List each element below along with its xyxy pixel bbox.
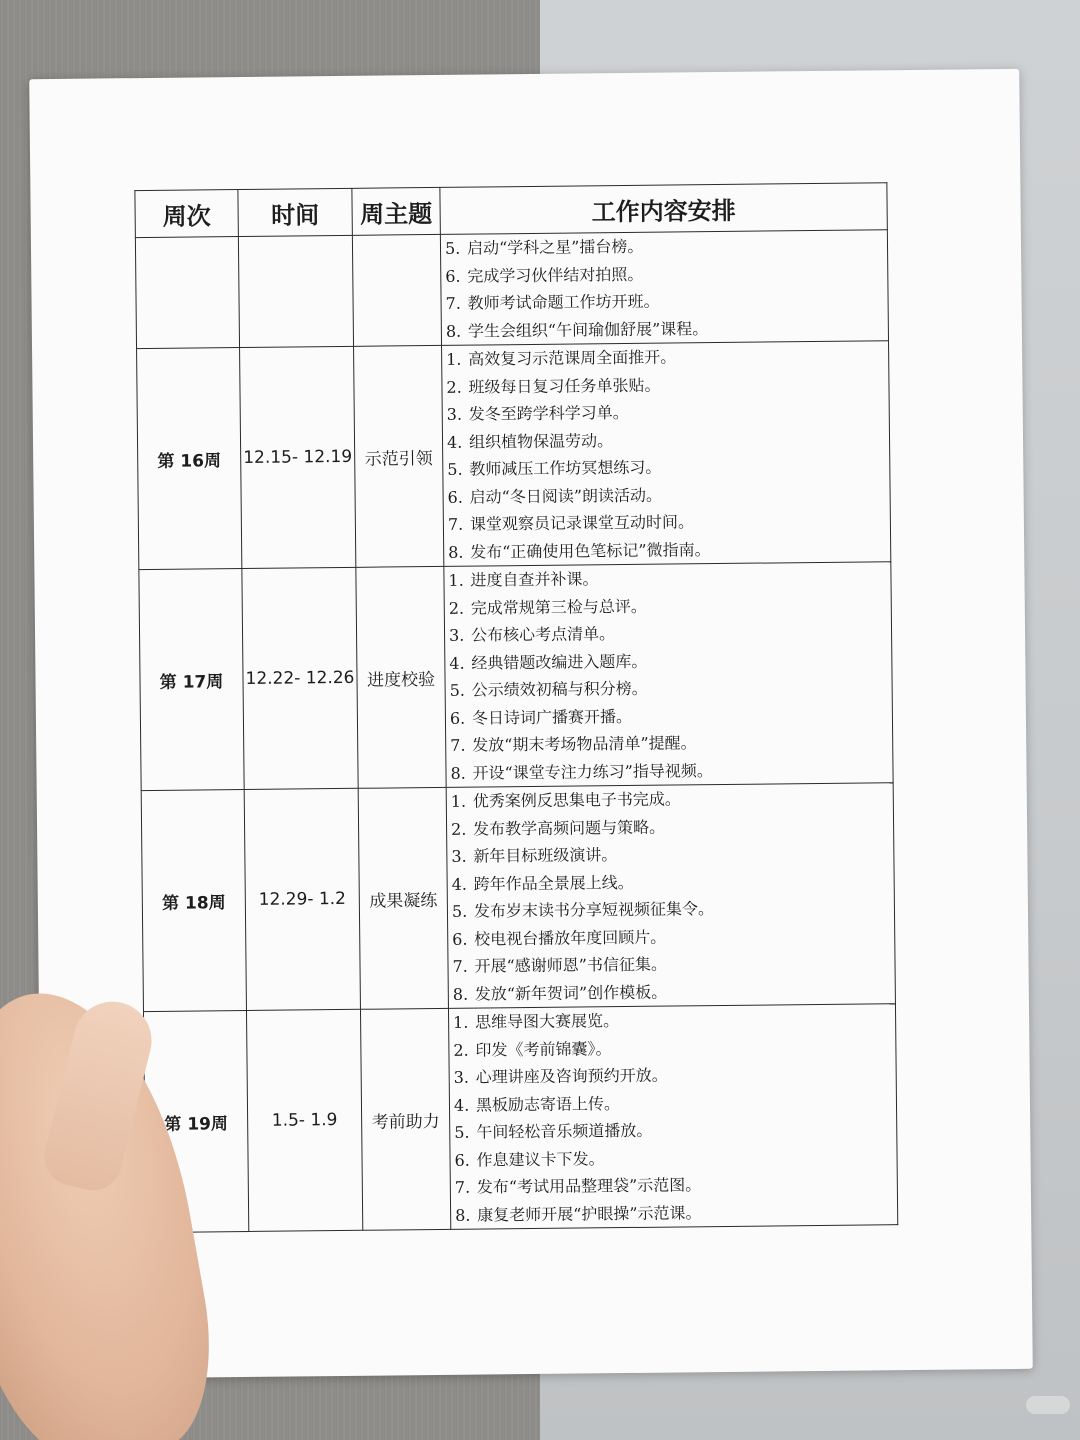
table-row: [139, 562, 893, 791]
time-cell: 12.29- 1.2: [244, 788, 360, 1010]
table-row: [143, 1004, 897, 1233]
task-number: 2.: [448, 598, 465, 618]
tasks-cell: [440, 230, 888, 346]
header-week: 周次: [135, 190, 238, 238]
task-text: 高效复习示范课周全面推开。: [468, 347, 677, 369]
tasks-cell: [442, 341, 891, 567]
task-text: 作息建议卡下发。: [476, 1148, 605, 1170]
task-text: 经典错题改编进入题库。: [471, 651, 648, 673]
task-text: 教师减压工作坊冥想练习。: [469, 457, 662, 479]
task-number: 1.: [446, 349, 462, 369]
task-number: 8.: [455, 1205, 471, 1225]
task-text: 新年目标班级演讲。: [473, 845, 618, 866]
task-number: 7.: [447, 514, 464, 534]
task-number: 6.: [449, 708, 466, 728]
task-item: [453, 976, 891, 1008]
task-item: [455, 1197, 893, 1229]
task-number: 2.: [453, 1040, 469, 1060]
task-text: 公示绩效初稿与积分榜。: [471, 678, 648, 700]
theme-cell: 成果凝练: [358, 787, 448, 1009]
task-text: 开展“感谢师恩”书信征集。: [474, 954, 667, 976]
task-text: 冬日诗词广播赛开播。: [471, 706, 633, 728]
week-cell: 第 19周: [143, 1010, 248, 1232]
task-text: 黑板励志寄语上传。: [475, 1093, 621, 1115]
task-text: 开设“课堂专注力练习”指导视频。: [472, 760, 713, 783]
header-theme: 周主题: [352, 187, 440, 235]
time-cell: [238, 235, 353, 347]
task-number: 6.: [452, 929, 468, 949]
task-number: 8.: [452, 984, 469, 1004]
task-text: 启动“冬日阅读”朗读活动。: [469, 485, 663, 507]
theme-cell: 示范引领: [354, 345, 444, 567]
table-body: [135, 230, 897, 1233]
table-row: [137, 341, 891, 570]
tasks-cell: [444, 562, 893, 788]
task-text: 心理讲座及咨询预约开放。: [475, 1065, 668, 1087]
task-text: 学生会组织“午间瑜伽舒展”课程。: [467, 318, 709, 341]
task-number: 8.: [448, 542, 464, 562]
work-schedule-table: [134, 182, 898, 1233]
task-text: 教师考试命题工作坊开班。: [467, 291, 660, 313]
task-text: 跨年作品全景展上线。: [473, 872, 634, 894]
header-work-content: 工作内容安排: [440, 183, 887, 235]
task-number: 2.: [446, 377, 462, 397]
task-text: 发布教学高频问题与策略。: [472, 817, 666, 839]
task-item: [446, 313, 884, 345]
watermark-badge: [1026, 1396, 1070, 1414]
task-text: 课堂观察员记录课堂互动时间。: [469, 512, 695, 534]
task-number: 4.: [446, 432, 463, 452]
task-text: 发放“新年贺词”创作模板。: [474, 982, 668, 1004]
task-text: 完成学习伙伴结对拍照。: [467, 264, 644, 286]
task-number: 8.: [450, 763, 466, 783]
theme-cell: 考前助力: [360, 1008, 450, 1230]
table-row: [141, 783, 895, 1012]
table-row: [135, 230, 888, 349]
theme-cell: 进度校验: [356, 566, 446, 788]
week-cell: [135, 237, 239, 349]
task-text: 思维导图大赛展览。: [475, 1011, 620, 1032]
task-number: 6.: [454, 1150, 470, 1170]
header-time: 时间: [238, 188, 352, 236]
task-text: 发布岁末读书分享短视频征集令。: [473, 899, 715, 921]
task-text: 启动“学科之星”擂台榜。: [466, 236, 644, 258]
task-text: 午间轻松音乐频道播放。: [476, 1120, 653, 1142]
task-number: 6.: [447, 487, 463, 507]
time-cell: 12.22- 12.26: [242, 567, 358, 789]
task-number: 7.: [452, 956, 468, 976]
tasks-cell: [448, 1004, 897, 1230]
week-cell: 第 17周: [139, 569, 244, 791]
task-number: 4.: [449, 653, 465, 673]
task-number: 7.: [450, 735, 466, 755]
table-header-row: [135, 183, 887, 238]
task-number: 5.: [444, 238, 461, 258]
task-number: 1.: [448, 570, 464, 590]
task-number: 4.: [451, 874, 468, 894]
tasks-cell: [446, 783, 895, 1009]
task-text: 校电视台播放年度回顾片。: [474, 927, 667, 949]
task-text: 发冬至跨学科学习单。: [468, 402, 629, 424]
task-number: 7.: [454, 1177, 471, 1197]
task-number: 5.: [454, 1122, 470, 1142]
task-number: 4.: [453, 1095, 470, 1115]
week-cell: 第 18周: [141, 790, 246, 1012]
task-number: 2.: [450, 819, 467, 839]
theme-cell: [352, 234, 441, 346]
time-cell: 1.5- 1.9: [246, 1009, 362, 1231]
task-text: 进度自查并补课。: [470, 569, 599, 590]
task-number: 6.: [445, 266, 461, 286]
task-number: 5.: [447, 459, 463, 479]
task-text: 发布“考试用品整理袋”示范图。: [476, 1175, 702, 1197]
task-text: 班级每日复习任务单张贴。: [468, 375, 661, 397]
task-text: 组织植物保温劳动。: [468, 430, 614, 452]
task-text: 公布核心考点清单。: [470, 624, 616, 645]
task-number: 5.: [449, 680, 466, 700]
task-text: 发放“期末考场物品清单”提醒。: [472, 733, 697, 755]
task-number: 8.: [445, 321, 462, 341]
task-number: 7.: [445, 293, 461, 313]
task-text: 优秀案例反思集电子书完成。: [472, 789, 681, 811]
task-text: 完成常规第三检与总评。: [470, 596, 647, 618]
task-number: 1.: [453, 1012, 469, 1032]
task-item: [448, 534, 886, 566]
task-number: 3.: [446, 404, 463, 424]
task-number: 1.: [450, 791, 467, 811]
task-text: 康复老师开展“护眼操”示范课。: [477, 1202, 702, 1225]
task-number: 3.: [453, 1067, 470, 1087]
task-item: [450, 755, 888, 787]
time-cell: 12.15- 12.19: [240, 346, 356, 568]
task-text: 印发《考前锦囊》。: [475, 1038, 612, 1060]
task-number: 3.: [448, 625, 465, 645]
task-number: 5.: [451, 901, 468, 921]
week-cell: 第 16周: [137, 348, 242, 570]
task-text: 发布“正确使用色笔标记”微指南。: [470, 539, 711, 562]
task-number: 3.: [451, 846, 467, 866]
